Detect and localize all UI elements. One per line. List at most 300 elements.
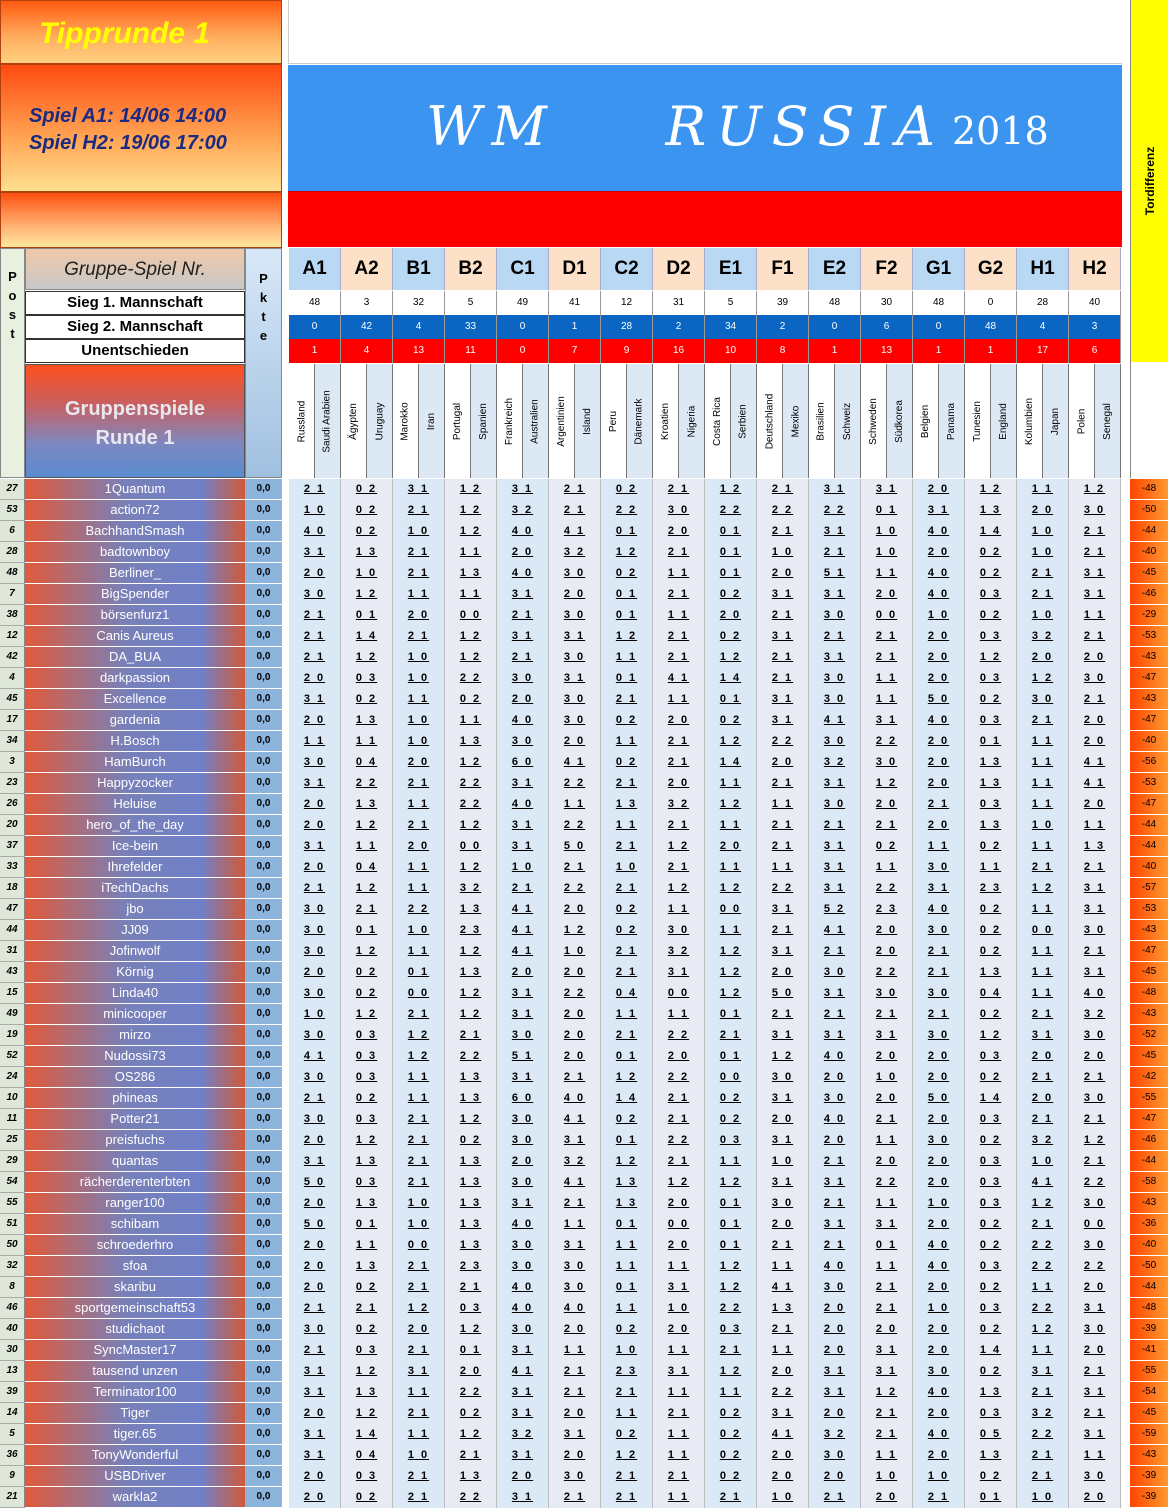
tip-cell[interactable]: 4 1 <box>1069 773 1121 794</box>
tip-cell[interactable]: 2 1 <box>289 1298 341 1319</box>
player-name[interactable]: skaribu <box>25 1277 245 1298</box>
tip-cell[interactable]: 1 1 <box>289 731 341 752</box>
tip-cell[interactable]: 3 0 <box>497 1319 549 1340</box>
tip-cell[interactable]: 2 0 <box>497 542 549 563</box>
tip-cell[interactable]: 3 0 <box>809 962 861 983</box>
tip-cell[interactable]: 2 1 <box>1069 689 1121 710</box>
tip-cell[interactable]: 3 2 <box>497 1424 549 1445</box>
tip-cell[interactable]: 1 2 <box>341 941 393 962</box>
tip-cell[interactable]: 1 3 <box>445 1088 497 1109</box>
tip-cell[interactable]: 2 0 <box>1069 1277 1121 1298</box>
tip-cell[interactable]: 2 0 <box>913 1277 965 1298</box>
tip-cell[interactable]: 2 1 <box>653 1466 705 1487</box>
player-name[interactable]: Körnig <box>25 962 245 983</box>
tip-cell[interactable]: 1 0 <box>861 1067 913 1088</box>
tip-cell[interactable]: 3 2 <box>445 878 497 899</box>
tip-cell[interactable]: 3 0 <box>913 1361 965 1382</box>
tip-cell[interactable]: 1 1 <box>861 1130 913 1151</box>
tip-cell[interactable]: 3 1 <box>497 584 549 605</box>
tip-cell[interactable]: 0 2 <box>705 1466 757 1487</box>
tip-cell[interactable]: 0 0 <box>1069 1214 1121 1235</box>
player-name[interactable]: OS286 <box>25 1067 245 1088</box>
tip-cell[interactable]: 1 0 <box>289 1004 341 1025</box>
tip-cell[interactable]: 1 1 <box>549 1340 601 1361</box>
tip-cell[interactable]: 0 0 <box>1017 920 1069 941</box>
tip-cell[interactable]: 1 1 <box>1017 794 1069 815</box>
tip-cell[interactable]: 1 2 <box>601 1067 653 1088</box>
tip-cell[interactable]: 0 2 <box>965 899 1017 920</box>
tip-cell[interactable]: 2 1 <box>809 1235 861 1256</box>
tip-cell[interactable]: 0 3 <box>965 1151 1017 1172</box>
tip-cell[interactable]: 3 1 <box>757 1403 809 1424</box>
tip-cell[interactable]: 4 1 <box>549 1109 601 1130</box>
tip-cell[interactable]: 1 1 <box>965 857 1017 878</box>
tip-cell[interactable]: 2 1 <box>653 1109 705 1130</box>
tip-cell[interactable]: 2 1 <box>913 794 965 815</box>
tip-cell[interactable]: 3 0 <box>289 1025 341 1046</box>
tip-cell[interactable]: 3 1 <box>289 1151 341 1172</box>
tip-cell[interactable]: 0 3 <box>341 1466 393 1487</box>
tip-cell[interactable]: 1 0 <box>393 668 445 689</box>
tip-cell[interactable]: 1 1 <box>393 1067 445 1088</box>
tip-cell[interactable]: 2 1 <box>1069 941 1121 962</box>
tip-cell[interactable]: 2 1 <box>1069 1109 1121 1130</box>
tip-cell[interactable]: 0 1 <box>601 668 653 689</box>
tip-cell[interactable]: 3 1 <box>757 1088 809 1109</box>
tip-cell[interactable]: 1 2 <box>705 983 757 1004</box>
tip-cell[interactable]: 1 1 <box>653 605 705 626</box>
tip-cell[interactable]: 2 0 <box>809 1130 861 1151</box>
tip-cell[interactable]: 2 1 <box>757 836 809 857</box>
tip-cell[interactable]: 2 0 <box>653 773 705 794</box>
tip-cell[interactable]: 3 2 <box>497 500 549 521</box>
tip-cell[interactable]: 0 1 <box>601 584 653 605</box>
tip-cell[interactable]: 2 1 <box>393 1109 445 1130</box>
tip-cell[interactable]: 0 2 <box>965 1319 1017 1340</box>
tip-cell[interactable]: 3 0 <box>549 1256 601 1277</box>
tip-cell[interactable]: 2 2 <box>705 1298 757 1319</box>
tip-cell[interactable]: 1 3 <box>341 542 393 563</box>
tip-cell[interactable]: 1 2 <box>861 773 913 794</box>
tip-cell[interactable]: 0 2 <box>965 1466 1017 1487</box>
tip-cell[interactable]: 0 2 <box>601 1319 653 1340</box>
tip-cell[interactable]: 5 1 <box>497 1046 549 1067</box>
tip-cell[interactable]: 2 0 <box>1069 647 1121 668</box>
tip-cell[interactable]: 2 2 <box>861 962 913 983</box>
tip-cell[interactable]: 1 2 <box>341 878 393 899</box>
tip-cell[interactable]: 1 0 <box>393 710 445 731</box>
tip-cell[interactable]: 3 1 <box>809 1025 861 1046</box>
tip-cell[interactable]: 2 0 <box>809 1319 861 1340</box>
tip-cell[interactable]: 3 0 <box>289 920 341 941</box>
tip-cell[interactable]: 1 2 <box>445 500 497 521</box>
tip-cell[interactable]: 2 1 <box>705 1340 757 1361</box>
tip-cell[interactable]: 5 2 <box>809 899 861 920</box>
tip-cell[interactable]: 1 1 <box>601 1298 653 1319</box>
tip-cell[interactable]: 3 0 <box>913 983 965 1004</box>
tip-cell[interactable]: 2 0 <box>289 815 341 836</box>
tip-cell[interactable]: 2 1 <box>393 1256 445 1277</box>
tip-cell[interactable]: 2 1 <box>809 941 861 962</box>
tip-cell[interactable]: 1 3 <box>445 962 497 983</box>
tip-cell[interactable]: 4 0 <box>289 521 341 542</box>
tip-cell[interactable]: 0 2 <box>705 584 757 605</box>
tip-cell[interactable]: 1 1 <box>757 857 809 878</box>
tip-cell[interactable]: 3 0 <box>497 1172 549 1193</box>
tip-cell[interactable]: 1 2 <box>965 1025 1017 1046</box>
tip-cell[interactable]: 1 3 <box>965 815 1017 836</box>
tip-cell[interactable]: 1 3 <box>965 962 1017 983</box>
player-name[interactable]: iTechDachs <box>25 878 245 899</box>
tip-cell[interactable]: 1 2 <box>445 479 497 500</box>
tip-cell[interactable]: 4 0 <box>913 584 965 605</box>
tip-cell[interactable]: 4 0 <box>809 1109 861 1130</box>
tip-cell[interactable]: 0 1 <box>705 542 757 563</box>
tip-cell[interactable]: 2 1 <box>1069 521 1121 542</box>
tip-cell[interactable]: 0 1 <box>393 962 445 983</box>
tip-cell[interactable]: 1 3 <box>601 794 653 815</box>
tip-cell[interactable]: 2 0 <box>757 563 809 584</box>
tip-cell[interactable]: 0 0 <box>861 605 913 626</box>
tip-cell[interactable]: 3 0 <box>653 920 705 941</box>
tip-cell[interactable]: 1 0 <box>913 1193 965 1214</box>
tip-cell[interactable]: 0 3 <box>965 1403 1017 1424</box>
tip-cell[interactable]: 3 1 <box>1069 1298 1121 1319</box>
tip-cell[interactable]: 2 1 <box>393 815 445 836</box>
tip-cell[interactable]: 2 1 <box>809 1487 861 1508</box>
tip-cell[interactable]: 3 2 <box>653 794 705 815</box>
tip-cell[interactable]: 2 1 <box>913 941 965 962</box>
tip-cell[interactable]: 2 1 <box>393 1004 445 1025</box>
tip-cell[interactable]: 0 3 <box>341 1025 393 1046</box>
tip-cell[interactable]: 2 0 <box>289 1235 341 1256</box>
tip-cell[interactable]: 3 1 <box>809 1361 861 1382</box>
tip-cell[interactable]: 3 0 <box>809 1277 861 1298</box>
tip-cell[interactable]: 2 1 <box>653 1403 705 1424</box>
tip-cell[interactable]: 1 1 <box>913 836 965 857</box>
tip-cell[interactable]: 2 1 <box>549 1193 601 1214</box>
player-name[interactable]: BigSpender <box>25 584 245 605</box>
tip-cell[interactable]: 2 1 <box>653 731 705 752</box>
tip-cell[interactable]: 2 0 <box>757 962 809 983</box>
tip-cell[interactable]: 3 0 <box>1069 1319 1121 1340</box>
tip-cell[interactable]: 1 2 <box>601 542 653 563</box>
tip-cell[interactable]: 1 2 <box>965 647 1017 668</box>
tip-cell[interactable]: 0 2 <box>341 500 393 521</box>
tip-cell[interactable]: 3 0 <box>809 689 861 710</box>
tip-cell[interactable]: 2 1 <box>861 815 913 836</box>
tip-cell[interactable]: 0 2 <box>965 689 1017 710</box>
tip-cell[interactable]: 2 0 <box>913 1214 965 1235</box>
tip-cell[interactable]: 2 1 <box>601 1382 653 1403</box>
tip-cell[interactable]: 3 2 <box>1017 1403 1069 1424</box>
tip-cell[interactable]: 4 1 <box>1017 1172 1069 1193</box>
tip-cell[interactable]: 3 1 <box>653 1277 705 1298</box>
tip-cell[interactable]: 0 3 <box>965 1046 1017 1067</box>
tip-cell[interactable]: 4 1 <box>497 1361 549 1382</box>
tip-cell[interactable]: 2 1 <box>549 1067 601 1088</box>
tip-cell[interactable]: 1 2 <box>705 1361 757 1382</box>
tip-cell[interactable]: 4 0 <box>549 1088 601 1109</box>
tip-cell[interactable]: 2 0 <box>653 1319 705 1340</box>
tip-cell[interactable]: 4 1 <box>289 1046 341 1067</box>
tip-cell[interactable]: 2 0 <box>1017 500 1069 521</box>
tip-cell[interactable]: 0 1 <box>965 1487 1017 1508</box>
tip-cell[interactable]: 4 0 <box>497 1298 549 1319</box>
tip-cell[interactable]: 5 1 <box>809 563 861 584</box>
tip-cell[interactable]: 2 0 <box>913 1445 965 1466</box>
tip-cell[interactable]: 2 0 <box>549 1025 601 1046</box>
tip-cell[interactable]: 2 1 <box>1069 626 1121 647</box>
tip-cell[interactable]: 2 0 <box>757 1214 809 1235</box>
player-name[interactable]: rächerderenterbten <box>25 1172 245 1193</box>
tip-cell[interactable]: 1 3 <box>341 1193 393 1214</box>
tip-cell[interactable]: 0 3 <box>341 668 393 689</box>
tip-cell[interactable]: 3 1 <box>809 857 861 878</box>
player-name[interactable]: Excellence <box>25 689 245 710</box>
tip-cell[interactable]: 3 0 <box>757 1193 809 1214</box>
tip-cell[interactable]: 2 1 <box>1017 857 1069 878</box>
tip-cell[interactable]: 0 3 <box>445 1298 497 1319</box>
player-name[interactable]: BachhandSmash <box>25 521 245 542</box>
tip-cell[interactable]: 2 1 <box>913 1004 965 1025</box>
tip-cell[interactable]: 3 1 <box>809 1214 861 1235</box>
tip-cell[interactable]: 2 0 <box>913 752 965 773</box>
tip-cell[interactable]: 0 3 <box>965 1298 1017 1319</box>
tip-cell[interactable]: 2 1 <box>653 626 705 647</box>
tip-cell[interactable]: 1 2 <box>601 626 653 647</box>
tip-cell[interactable]: 1 1 <box>601 1235 653 1256</box>
tip-cell[interactable]: 1 3 <box>341 1151 393 1172</box>
tip-cell[interactable]: 1 2 <box>653 878 705 899</box>
tip-cell[interactable]: 1 2 <box>445 521 497 542</box>
tip-cell[interactable]: 3 1 <box>809 983 861 1004</box>
tip-cell[interactable]: 3 0 <box>809 605 861 626</box>
tip-cell[interactable]: 2 0 <box>289 1130 341 1151</box>
tip-cell[interactable]: 3 1 <box>809 584 861 605</box>
tip-cell[interactable]: 2 1 <box>289 1088 341 1109</box>
tip-cell[interactable]: 2 2 <box>757 878 809 899</box>
tip-cell[interactable]: 1 1 <box>393 1424 445 1445</box>
tip-cell[interactable]: 1 2 <box>445 626 497 647</box>
tip-cell[interactable]: 2 0 <box>861 941 913 962</box>
tip-cell[interactable]: 0 2 <box>601 563 653 584</box>
tip-cell[interactable]: 2 2 <box>757 1382 809 1403</box>
tip-cell[interactable]: 2 1 <box>549 1487 601 1508</box>
tip-cell[interactable]: 2 1 <box>1017 1004 1069 1025</box>
tip-cell[interactable]: 2 1 <box>1017 563 1069 584</box>
tip-cell[interactable]: 1 3 <box>445 1466 497 1487</box>
tip-cell[interactable]: 5 0 <box>913 1088 965 1109</box>
tip-cell[interactable]: 1 2 <box>393 1025 445 1046</box>
tip-cell[interactable]: 4 0 <box>913 1382 965 1403</box>
tip-cell[interactable]: 2 0 <box>289 1256 341 1277</box>
tip-cell[interactable]: 1 0 <box>913 1298 965 1319</box>
tip-cell[interactable]: 1 0 <box>861 1466 913 1487</box>
tip-cell[interactable]: 3 0 <box>497 1025 549 1046</box>
tip-cell[interactable]: 2 0 <box>445 1361 497 1382</box>
tip-cell[interactable]: 3 1 <box>497 773 549 794</box>
tip-cell[interactable]: 3 0 <box>497 1109 549 1130</box>
tip-cell[interactable]: 2 3 <box>445 920 497 941</box>
tip-cell[interactable]: 1 0 <box>393 1214 445 1235</box>
tip-cell[interactable]: 0 0 <box>653 983 705 1004</box>
tip-cell[interactable]: 2 2 <box>1017 1298 1069 1319</box>
tip-cell[interactable]: 3 1 <box>653 962 705 983</box>
tip-cell[interactable]: 2 2 <box>757 500 809 521</box>
tip-cell[interactable]: 1 0 <box>861 542 913 563</box>
tip-cell[interactable]: 3 0 <box>1069 1025 1121 1046</box>
tip-cell[interactable]: 2 1 <box>601 1466 653 1487</box>
tip-cell[interactable]: 3 1 <box>1017 1025 1069 1046</box>
tip-cell[interactable]: 2 1 <box>705 1487 757 1508</box>
tip-cell[interactable]: 2 0 <box>913 1109 965 1130</box>
tip-cell[interactable]: 2 0 <box>1069 710 1121 731</box>
tip-cell[interactable]: 3 1 <box>861 479 913 500</box>
tip-cell[interactable]: 3 0 <box>549 563 601 584</box>
tip-cell[interactable]: 2 0 <box>1017 647 1069 668</box>
tip-cell[interactable]: 2 2 <box>549 773 601 794</box>
tip-cell[interactable]: 2 1 <box>757 605 809 626</box>
tip-cell[interactable]: 2 0 <box>757 752 809 773</box>
tip-cell[interactable]: 3 2 <box>1069 1004 1121 1025</box>
tip-cell[interactable]: 0 1 <box>705 1235 757 1256</box>
tip-cell[interactable]: 2 0 <box>913 1340 965 1361</box>
tip-cell[interactable]: 0 3 <box>965 794 1017 815</box>
tip-cell[interactable]: 3 1 <box>757 941 809 962</box>
tip-cell[interactable]: 3 0 <box>289 1319 341 1340</box>
tip-cell[interactable]: 2 1 <box>1017 1109 1069 1130</box>
tip-cell[interactable]: 0 1 <box>601 1277 653 1298</box>
player-name[interactable]: schroederhro <box>25 1235 245 1256</box>
tip-cell[interactable]: 1 0 <box>601 1340 653 1361</box>
tip-cell[interactable]: 3 1 <box>757 584 809 605</box>
tip-cell[interactable]: 3 1 <box>549 1235 601 1256</box>
tip-cell[interactable]: 1 1 <box>861 563 913 584</box>
tip-cell[interactable]: 1 1 <box>861 668 913 689</box>
tip-cell[interactable]: 2 1 <box>549 500 601 521</box>
tip-cell[interactable]: 2 3 <box>965 878 1017 899</box>
tip-cell[interactable]: 0 3 <box>341 1067 393 1088</box>
player-name[interactable]: USBDriver <box>25 1466 245 1487</box>
tip-cell[interactable]: 1 2 <box>653 836 705 857</box>
tip-cell[interactable]: 2 2 <box>1069 1256 1121 1277</box>
tip-cell[interactable]: 3 1 <box>497 479 549 500</box>
tip-cell[interactable]: 0 0 <box>445 605 497 626</box>
tip-cell[interactable]: 1 2 <box>445 1319 497 1340</box>
tip-cell[interactable]: 0 3 <box>705 1319 757 1340</box>
tip-cell[interactable]: 0 4 <box>965 983 1017 1004</box>
tip-cell[interactable]: 3 1 <box>1069 584 1121 605</box>
tip-cell[interactable]: 0 2 <box>861 836 913 857</box>
tip-cell[interactable]: 4 0 <box>913 1235 965 1256</box>
tip-cell[interactable]: 1 2 <box>445 941 497 962</box>
player-name[interactable]: warkla2 <box>25 1487 245 1508</box>
tip-cell[interactable]: 0 0 <box>705 899 757 920</box>
tip-cell[interactable]: 1 1 <box>1069 1445 1121 1466</box>
tip-cell[interactable]: 3 2 <box>1017 626 1069 647</box>
tip-cell[interactable]: 3 2 <box>1017 1130 1069 1151</box>
tip-cell[interactable]: 1 4 <box>705 752 757 773</box>
tip-cell[interactable]: 2 0 <box>809 1298 861 1319</box>
tip-cell[interactable]: 3 1 <box>861 1025 913 1046</box>
tip-cell[interactable]: 1 1 <box>393 584 445 605</box>
tip-cell[interactable]: 1 1 <box>757 1256 809 1277</box>
tip-cell[interactable]: 4 1 <box>757 1424 809 1445</box>
tip-cell[interactable]: 2 0 <box>861 1151 913 1172</box>
tip-cell[interactable]: 2 0 <box>393 752 445 773</box>
tip-cell[interactable]: 1 2 <box>445 1004 497 1025</box>
tip-cell[interactable]: 2 1 <box>445 1025 497 1046</box>
tip-cell[interactable]: 2 0 <box>913 479 965 500</box>
tip-cell[interactable]: 0 2 <box>965 1214 1017 1235</box>
player-name[interactable]: 1Quantum <box>25 479 245 500</box>
tip-cell[interactable]: 0 2 <box>965 920 1017 941</box>
tip-cell[interactable]: 3 0 <box>497 731 549 752</box>
tip-cell[interactable]: 1 1 <box>705 1151 757 1172</box>
player-name[interactable]: Berliner_ <box>25 563 245 584</box>
tip-cell[interactable]: 3 1 <box>497 983 549 1004</box>
tip-cell[interactable]: 2 3 <box>445 1256 497 1277</box>
tip-cell[interactable]: 1 3 <box>445 899 497 920</box>
tip-cell[interactable]: 2 0 <box>809 1403 861 1424</box>
tip-cell[interactable]: 3 1 <box>913 878 965 899</box>
tip-cell[interactable]: 0 1 <box>965 731 1017 752</box>
tip-cell[interactable]: 2 0 <box>289 1403 341 1424</box>
tip-cell[interactable]: 1 2 <box>705 1172 757 1193</box>
tip-cell[interactable]: 4 1 <box>1069 752 1121 773</box>
tip-cell[interactable]: 0 2 <box>601 920 653 941</box>
tip-cell[interactable]: 2 0 <box>1069 794 1121 815</box>
tip-cell[interactable]: 1 1 <box>705 815 757 836</box>
tip-cell[interactable]: 3 0 <box>809 1088 861 1109</box>
tip-cell[interactable]: 4 0 <box>913 1424 965 1445</box>
tip-cell[interactable]: 0 2 <box>601 752 653 773</box>
tip-cell[interactable]: 1 0 <box>393 1193 445 1214</box>
tip-cell[interactable]: 3 0 <box>289 584 341 605</box>
tip-cell[interactable]: 2 1 <box>393 1340 445 1361</box>
tip-cell[interactable]: 1 1 <box>861 1193 913 1214</box>
tip-cell[interactable]: 0 2 <box>341 1487 393 1508</box>
tip-cell[interactable]: 1 0 <box>393 521 445 542</box>
tip-cell[interactable]: 4 1 <box>653 668 705 689</box>
tip-cell[interactable]: 3 1 <box>289 1361 341 1382</box>
tip-cell[interactable]: 2 1 <box>549 479 601 500</box>
tip-cell[interactable]: 4 0 <box>497 1214 549 1235</box>
tip-cell[interactable]: 2 0 <box>549 584 601 605</box>
tip-cell[interactable]: 1 1 <box>653 1004 705 1025</box>
tip-cell[interactable]: 0 2 <box>341 479 393 500</box>
tip-cell[interactable]: 2 2 <box>653 1067 705 1088</box>
tip-cell[interactable]: 2 1 <box>809 542 861 563</box>
tip-cell[interactable]: 2 0 <box>549 1004 601 1025</box>
tip-cell[interactable]: 2 0 <box>549 1403 601 1424</box>
tip-cell[interactable]: 2 2 <box>705 500 757 521</box>
tip-cell[interactable]: 2 2 <box>445 1382 497 1403</box>
tip-cell[interactable]: 2 1 <box>289 647 341 668</box>
tip-cell[interactable]: 0 3 <box>965 1193 1017 1214</box>
tip-cell[interactable]: 2 1 <box>809 626 861 647</box>
tip-cell[interactable]: 3 1 <box>289 1424 341 1445</box>
tip-cell[interactable]: 0 0 <box>705 1067 757 1088</box>
tip-cell[interactable]: 3 1 <box>289 1382 341 1403</box>
tip-cell[interactable]: 0 2 <box>965 1004 1017 1025</box>
tip-cell[interactable]: 2 1 <box>757 815 809 836</box>
tip-cell[interactable]: 1 4 <box>601 1088 653 1109</box>
tip-cell[interactable]: 1 3 <box>965 752 1017 773</box>
tip-cell[interactable]: 3 0 <box>1017 689 1069 710</box>
tip-cell[interactable]: 0 5 <box>965 1424 1017 1445</box>
